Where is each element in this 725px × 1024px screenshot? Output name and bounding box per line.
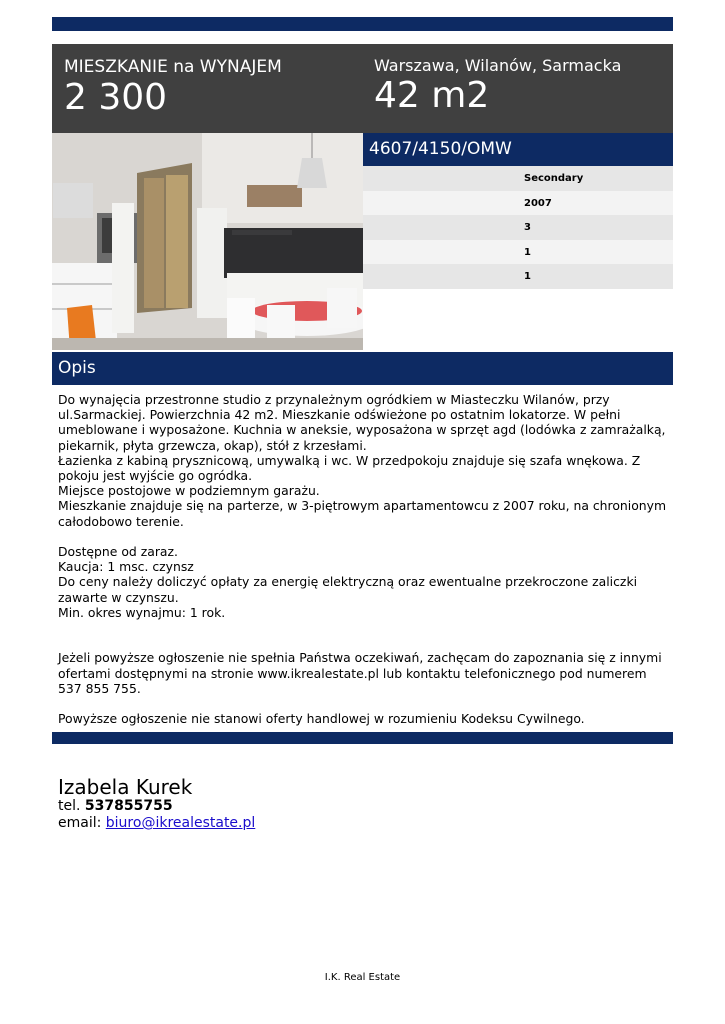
bottom-accent-bar bbox=[52, 732, 673, 744]
details-row: 1 bbox=[363, 264, 673, 289]
listing-price: 2 300 bbox=[64, 77, 168, 118]
email-label: email: bbox=[58, 815, 106, 831]
reference-number: 4607/4150/OMW bbox=[363, 133, 673, 166]
description-paragraph: Dostępne od zaraz. bbox=[58, 544, 178, 560]
details-table bbox=[363, 166, 673, 289]
description-paragraph: Łazienka z kabiną prysznicową, umywalką i wc. W przedpokoju znajduje się szafa wnękowa. Z pokoju jest wyjście go ogródka. bbox=[58, 452, 641, 484]
listing-header bbox=[52, 44, 673, 133]
phone-number: 537855755 bbox=[84, 798, 173, 814]
description-paragraph: Kaucja: 1 msc. czynsz bbox=[58, 559, 194, 575]
agent-name: Izabela Kurek bbox=[58, 775, 193, 799]
footer-company: I.K. Real Estate bbox=[324, 972, 401, 983]
disclaimer-paragraph: Powyższe ogłoszenie nie stanowi oferty handlowej w rozumieniu Kodeksu Cywilnego. bbox=[58, 711, 585, 727]
section-title: Opis bbox=[52, 352, 673, 385]
details-row: 3 bbox=[363, 215, 673, 240]
email-link[interactable]: biuro@ikrealestate.pl bbox=[105, 815, 256, 831]
description-paragraph: Do ceny należy doliczyć opłaty za energię elektryczną oraz ewentualne przekroczone zaliczki zawarte w czynszu. bbox=[58, 574, 638, 605]
listing-type: MIESZKANIE na WYNAJEM bbox=[64, 57, 282, 77]
description-paragraph: Mieszkanie znajduje się na parterze, w 3-piętrowym apartamentowcu z 2007 roku, na chronionym całodobowo terenie. bbox=[58, 498, 667, 529]
agent-email bbox=[58, 815, 255, 831]
details-row: 2007 bbox=[363, 191, 673, 216]
agent-phone bbox=[58, 798, 173, 814]
listing-area: 42 m2 bbox=[374, 75, 490, 116]
details-row: 1 bbox=[363, 240, 673, 265]
description-paragraph: Min. okres wynajmu: 1 rok. bbox=[58, 604, 226, 620]
description bbox=[58, 392, 670, 726]
listing-location: Warszawa, Wilanów, Sarmacka bbox=[374, 56, 622, 75]
phone-label: tel. bbox=[58, 798, 85, 814]
details-row: Secondary bbox=[363, 166, 673, 191]
description-paragraph: Do wynajęcia przestronne studio z przynależnym ogródkiem w Miasteczku Wilanów, przy ul.Sarmackiej. Powierzchnia 42 m2. Mieszkanie odświeżone po ostatnim lokatorze. W pełni umeblowane i wyposażone. Kuchnia w aneksie, wyposażona w sprzęt agd (lodówka z zamrażalką, piekarnik, płyta grzewcza, okap), stół z krzesłami. bbox=[58, 392, 666, 453]
closing-paragraph: Jeżeli powyższe ogłoszenie nie spełnia Państwa oczekiwań, zachęcam do zapoznania się z innymi ofertami dostępnymi na stronie www.ikrealestate.pl lub kontaktu telefonicznego pod numerem 537 855 755. bbox=[58, 650, 662, 696]
apartment-photo bbox=[52, 133, 363, 350]
description-paragraph: Miejsce postojowe w podziemnym garażu. bbox=[58, 483, 320, 499]
top-accent-bar bbox=[52, 17, 673, 31]
